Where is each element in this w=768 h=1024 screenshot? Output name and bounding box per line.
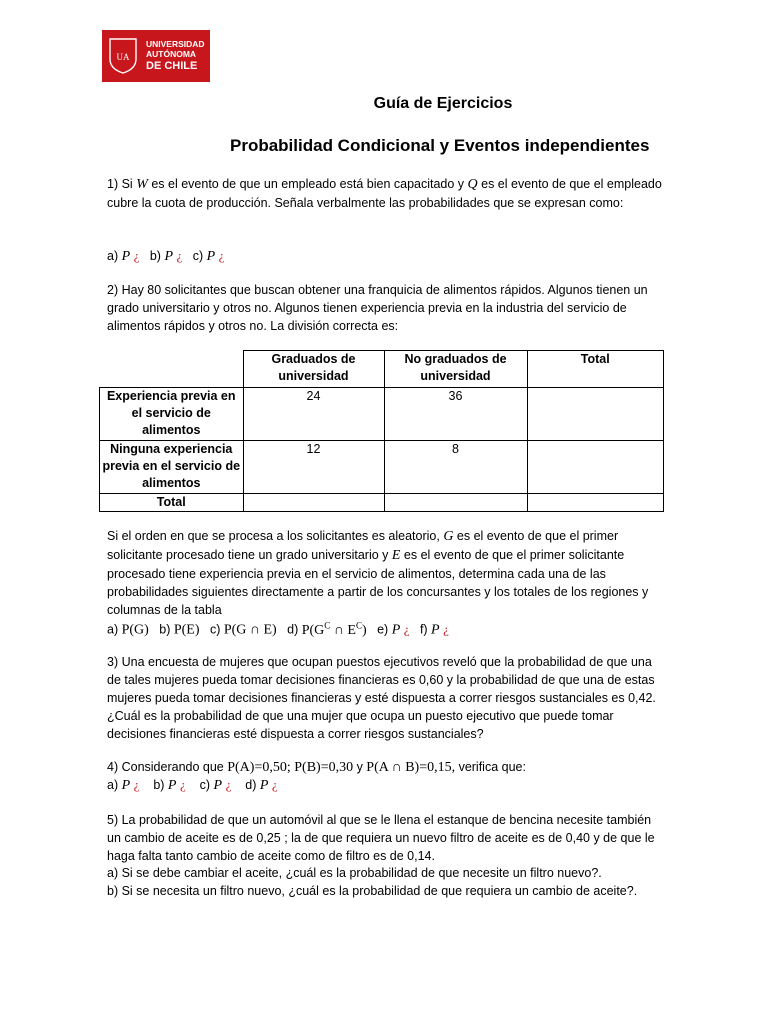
svg-text:AUTÓNOMA: AUTÓNOMA	[146, 49, 197, 59]
page-title: Guía de Ejercicios	[373, 95, 513, 112]
table-cell	[243, 494, 384, 512]
table-cell	[527, 388, 664, 441]
question-4: 4) Considerando que P(A)=0,50; P(B)=0,30 y P(A ∩ B)=0,15, verifica que:	[107, 760, 526, 775]
question-1: 1) Si W es el evento de que un empleado está bien capacitado y Q es el evento de que el empleado cubre la cuota de producción. Señala verbalmente las probabilidades que se expresan como:	[107, 177, 662, 210]
shield-icon	[108, 37, 138, 75]
table-cell: 36	[384, 388, 527, 441]
table-cell	[527, 494, 664, 512]
data-table	[99, 350, 664, 512]
table-row	[100, 388, 664, 441]
page-subtitle: Probabilidad Condicional y Eventos independientes	[230, 136, 650, 155]
question-4-options: a) P ¿ b) P ¿ c) P ¿ d) P ¿	[107, 777, 278, 793]
table-header: Graduados de universidad	[243, 351, 384, 388]
question-5-b: b) Si se necesita un filtro nuevo, ¿cuál es la probabilidad de que requiera un cambio de aceite?.	[107, 884, 638, 898]
question-3: 3) Una encuesta de mujeres que ocupan puestos ejecutivos reveló que la probabilidad de que una de tales mujeres pueda tomar decisiones financieras es 0,60 y la probabilidad de que una de estas mujeres pueda tomar decisiones financieras y esté dispuesta a correr riesgos sustanciales es 0,42. ¿Cuál es la probabilidad de que una mujer que ocupa un puesto ejecutivo que puede tomar decisiones financieras esté dispuesta a correr riesgos sustanciales?	[107, 655, 656, 741]
table-cell: 12	[243, 441, 384, 494]
row-label: Total	[100, 494, 244, 512]
university-logo	[102, 30, 210, 82]
row-label: Experiencia previa en el servicio de alimentos	[100, 388, 244, 441]
table-cell	[527, 441, 664, 494]
table-row	[100, 494, 664, 512]
logo-wordmark	[146, 39, 208, 75]
question-2-body: Si el orden en que se procesa a los solicitantes es aleatorio, G es el evento de que el primer solicitante procesado tiene un grado universitario y E es el evento de que el primer solicitante procesado tiene experiencia previa en el servicio de alimentos, determina cada una de las probabilidades siguientes directamente a partir de los concursantes y los totales de los regiones y columnas de la tabla	[107, 529, 649, 617]
table-header: No graduados de universidad	[384, 351, 527, 388]
question-1-options: a) P ¿ b) P ¿ c) P ¿	[107, 248, 225, 264]
table-corner	[100, 351, 244, 388]
question-5: 5) La probabilidad de que un automóvil al que se le llena el estanque de bencina necesite también un cambio de aceite es de 0,25 ; la de que requiera un nuevo filtro de aceite es de 0,40 y de que le haga falta tanto cambio de aceite como de filtro es de 0,14.	[107, 813, 655, 863]
question-2-intro: 2) Hay 80 solicitantes que buscan obtener una franquicia de alimentos rápidos. Algunos tienen un grado universitario y otros no. Algunos tienen experiencia previa en la industria del servicio de alimentos rápidos y otros no. La división correcta es:	[107, 283, 648, 333]
table-row	[100, 441, 664, 494]
table-cell: 24	[243, 388, 384, 441]
question-2-options: a) P(G) b) P(E) c) P(G ∩ E) d) $P(G^C$ ∩ $E^C$) e) P ¿ f) P ¿	[107, 620, 449, 638]
svg-text:UA: UA	[116, 52, 130, 62]
question-5-a: a) Si se debe cambiar el aceite, ¿cuál es la probabilidad de que necesite un filtro nuevo?.	[107, 866, 602, 880]
table-cell: 8	[384, 441, 527, 494]
svg-text:UNIVERSIDAD: UNIVERSIDAD	[146, 39, 205, 49]
row-label: Ninguna experiencia previa en el servicio de alimentos	[100, 441, 244, 494]
svg-text:DE CHILE: DE CHILE	[146, 60, 198, 72]
table-header: Total	[527, 351, 664, 388]
table-cell	[384, 494, 527, 512]
